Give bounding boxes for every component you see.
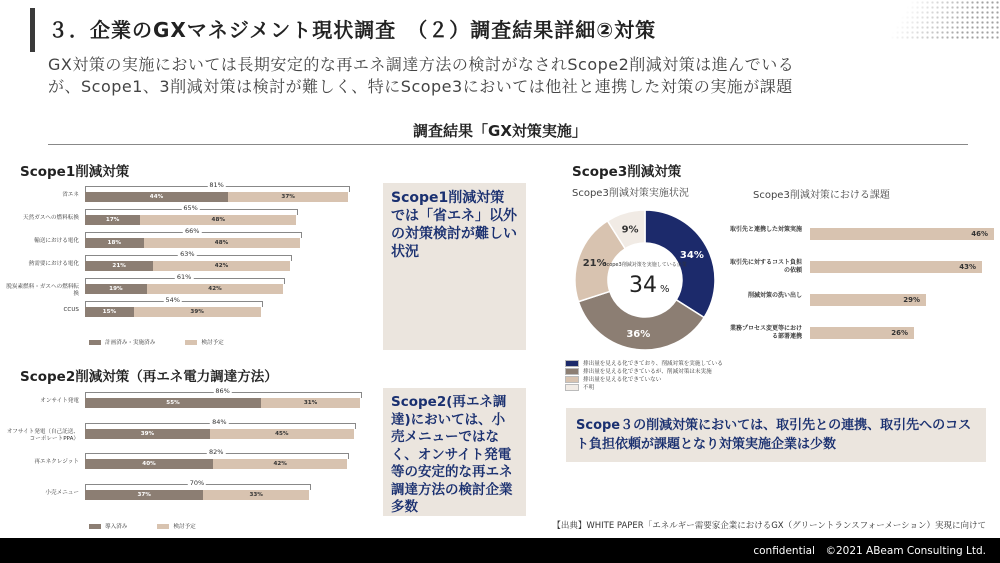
scope3-title: Scope3削減対策 (572, 164, 682, 180)
donut-legend-item (565, 376, 755, 384)
scope1-total-label: 63% (180, 250, 195, 258)
scope1-bar-planned: 39% (134, 307, 261, 317)
scope2-row-label: 再エネクレジット (34, 459, 79, 465)
scope1-legend-swatch-b (185, 340, 197, 345)
scope2-bar-planned: 42% (213, 459, 347, 469)
scope1-callout: Scope1削減対策では「省エネ」以外の対策検討が難しい状況 (383, 183, 526, 350)
challenge-label: 取引先に対するコスト負担の依頼 (730, 259, 803, 274)
donut-legend-swatch (565, 360, 579, 367)
scope1-row-label: 輸送における電化 (34, 238, 79, 244)
scope2-total-label: 84% (212, 417, 227, 426)
scope2-row-label: 小売メニュー (45, 489, 79, 496)
scope2-row-label: オンサイト発電 (40, 398, 79, 404)
challenge-bar: 43% (810, 261, 982, 273)
source-citation: 【出典】WHITE PAPER「エネルギー需要家企業におけるGX（グリーントランスフォーメーション）実現に向けて (552, 521, 986, 531)
donut-legend (565, 360, 755, 392)
lead-text (48, 54, 948, 98)
title-accent-bar (30, 8, 35, 52)
scope1-bar-planned: 42% (147, 284, 284, 294)
scope3-challenge-chart (730, 210, 988, 350)
scope2-bar-chart (0, 384, 370, 534)
scope1-row-label: CCUS (63, 307, 79, 313)
scope2-total-label: 82% (208, 448, 224, 456)
donut-legend-label: 排出量を見える化できており、削減対策を実施している (583, 361, 723, 367)
scope2-bar-planned: 31% (261, 398, 360, 408)
scope1-total-label: 61% (176, 273, 192, 281)
donut-legend-label: 不明 (583, 385, 595, 391)
scope2-bar-implemented: 39% (85, 429, 210, 439)
scope2-legend-swatch-b (157, 524, 169, 529)
donut-legend-item (565, 360, 755, 368)
scope2-total-label: 86% (215, 387, 230, 395)
scope1-title: Scope1削減対策 (20, 164, 130, 180)
scope1-bar-planned: 37% (228, 192, 348, 202)
scope1-bar-planned: 48% (140, 215, 296, 225)
challenge-label: 業務プロセス変更等における部署連携 (730, 325, 803, 340)
lead-line-1: GX対策の実施においては長期安定的な再エネ調達方法の検討がなされScope2削減対策は進んでいる (48, 55, 795, 74)
scope1-bar-chart (0, 178, 370, 348)
donut-legend-swatch (565, 384, 579, 391)
scope1-bar-implemented: 18% (85, 238, 144, 248)
donut-legend-item (565, 368, 755, 376)
scope1-bar-implemented: 19% (85, 284, 147, 294)
scope1-bar-implemented: 17% (85, 215, 140, 225)
scope1-row-label: 脱炭素燃料・ガスへの燃料転換 (6, 284, 79, 297)
challenge-label: 取引先と連携した対策実施 (730, 226, 803, 233)
scope2-bar-implemented: 37% (85, 490, 203, 500)
scope1-total-label: 54% (165, 296, 180, 304)
scope1-row-label: 省エネ (62, 192, 79, 198)
scope2-row-label: オフサイト発電（自己託送、コーポレートPPA） (6, 428, 79, 442)
donut-slice-label: 21% (582, 257, 607, 269)
donut-center-value: 34 (629, 273, 657, 298)
donut-legend-swatch (565, 376, 579, 383)
scope1-bar-implemented: 15% (85, 307, 134, 317)
lead-line-2: が、Scope1、3削減対策は検討が難しく、特にScope3においては他社と連携した対策の実施が課題 (48, 77, 793, 96)
scope1-total-label: 66% (185, 227, 200, 235)
donut-title: Scope3削減対策実施状況 (572, 188, 689, 199)
donut-center-unit: % (660, 284, 670, 295)
challenge-bar: 29% (810, 294, 926, 306)
scope1-bar-implemented: 44% (85, 192, 228, 202)
scope1-legend (89, 338, 224, 346)
scope1-legend-swatch-a (89, 340, 101, 345)
section-divider (48, 144, 968, 145)
donut-legend-swatch (565, 368, 579, 375)
scope3-donut-chart (565, 200, 725, 360)
donut-center-label: Scope3削減対策を実施している企業 (603, 262, 687, 268)
scope1-total-label: 81% (209, 181, 224, 189)
donut-slice-label: 36% (626, 329, 651, 341)
scope1-legend-label-a: 計画済み・実施済み (105, 340, 156, 346)
donut-slice-label: 9% (621, 224, 639, 236)
section-title: 調査結果「GX対策実施」 (413, 122, 587, 140)
donut-legend-label: 排出量を見える化できていない (583, 377, 662, 383)
challenge-label: 削減対策の洗い出し (747, 292, 802, 299)
donut-legend-label: 排出量を見える化できているが、削減対策は未実施 (583, 369, 712, 375)
scope2-legend (89, 522, 196, 530)
scope1-row-label: 熱需要における電化 (28, 261, 79, 267)
dot-pattern-decoration (850, 0, 1000, 40)
scope2-bar-implemented: 40% (85, 459, 213, 469)
footer-copyright: confidential ©2021 ABeam Consulting Ltd. (753, 545, 986, 557)
scope3-callout: Scope３の削減対策においては、取引先との連携、取引先へのコスト負担依頼が課題となり対策実施企業は少数 (566, 408, 986, 462)
scope2-bar-planned: 33% (203, 490, 309, 500)
scope2-bar-implemented: 55% (85, 398, 261, 408)
page-title: ３．企業のGXマネジメント現状調査 （２）調査結果詳細②対策 (48, 18, 657, 42)
donut-legend-item (565, 384, 755, 392)
scope1-row-label: 天然ガスへの燃料転換 (23, 215, 79, 221)
scope2-bar-planned: 45% (210, 429, 354, 439)
scope1-bar-planned: 42% (153, 261, 290, 271)
scope2-legend-label-a: 導入済み (105, 524, 128, 530)
scope1-bar-planned: 48% (144, 238, 300, 248)
donut-slice-label: 34% (679, 250, 704, 262)
scope1-bar-implemented: 21% (85, 261, 153, 271)
scope2-legend-swatch-a (89, 524, 101, 529)
scope2-legend-label-b: 検討予定 (173, 524, 196, 530)
scope2-total-label: 70% (189, 478, 205, 487)
scope1-total-label: 65% (183, 204, 198, 212)
challenge-bar: 26% (810, 327, 914, 339)
challenge-bar: 46% (810, 228, 994, 240)
scope2-callout: Scope2(再エネ調達)においては、小売メニューではなく、オンサイト発電等の安定的な再エネ調達方法の検討企業多数 (383, 388, 526, 516)
challenge-title: Scope3削減対策における課題 (753, 190, 890, 201)
scope2-title: Scope2削減対策（再エネ電力調達方法） (20, 369, 278, 385)
scope1-legend-label-b: 検討予定 (201, 340, 224, 346)
